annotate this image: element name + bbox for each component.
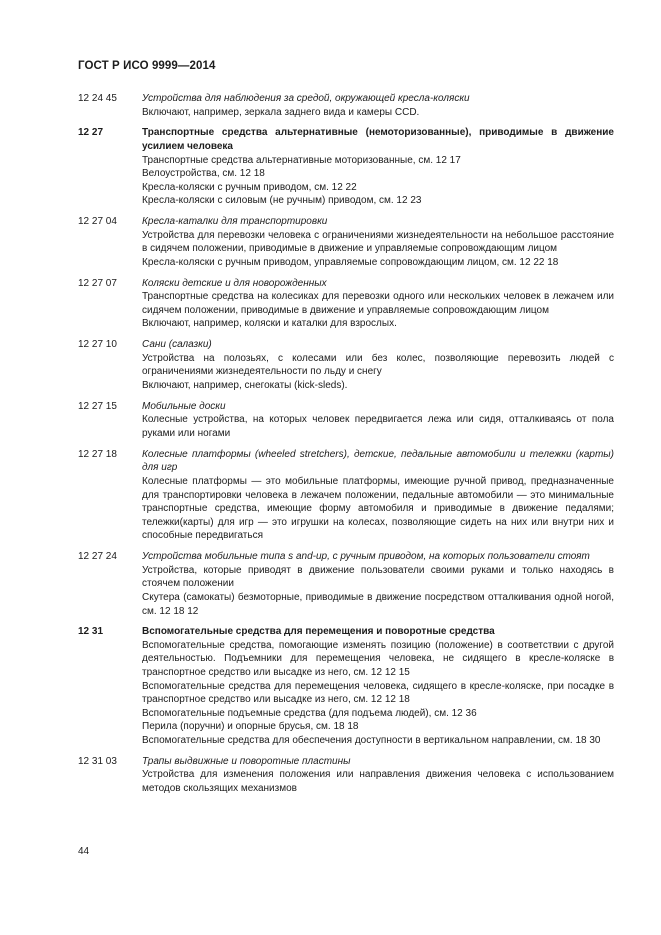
entry-text: Устройства для изменения положения или направления движения человека с использованием методов скользящих механизмов — [142, 769, 614, 794]
entry-12-31-03 — [78, 755, 614, 796]
entry-12-27-24 — [78, 550, 614, 618]
entry-code: 12 27 04 — [78, 216, 117, 228]
entry-title: Кресла-каталки для транспортировки — [142, 216, 328, 228]
entry-text: Устройства для перевозки человека с ограничениями жизнедеятельности на небольшое расстояние в сидячем положении, приводимые в движение и управляемые сопровождающим лицом — [142, 229, 614, 255]
entry-title: Устройства для наблюдения за средой, окружающей кресла-коляски — [142, 93, 470, 104]
entry-12-31 — [78, 625, 614, 747]
entry-code: 12 31 03 — [78, 755, 117, 767]
entry-text: Включают, например, снегокаты (kick-sleds). — [142, 380, 348, 392]
entry-code: 12 27 10 — [78, 339, 117, 351]
entry-text: Вспомогательные средства, помогающие изменять позицию (положение) в соответствии с другой деятельностью. Подъемники для перемещения человека, не сидящего в кресле-коляске в транспортное средство или высадке из него, см. 12 12 15 — [142, 639, 614, 679]
entry-text: Вспомогательные подъемные средства (для подъема людей), см. 12 36 — [142, 707, 477, 719]
page-number: 44 — [78, 846, 90, 857]
entry-code: 12 27 24 — [78, 551, 117, 563]
entry-text: Велоустройства, см. 12 18 — [142, 168, 265, 180]
entry-text: Включают, например, коляски и каталки для взрослых. — [142, 318, 397, 330]
entry-text: Колесные платформы — это мобильные платформы, имеющие ручной привод, предназначенные для транспортировки человека в лежачем положении, педальные автомобили — это минимальные транспортные средства, имеющие форму автомобиля и приводимые в движение педалями; тележки(карты) для игр — это игрушки на колесах, позволяющие сидеть на них или внутри них и способные передвигаться — [142, 475, 614, 542]
document-header: ГОСТ Р ИСО 9999—2014 — [78, 60, 216, 72]
entry-text: Кресла-коляски с ручным приводом, см. 12 22 — [142, 181, 357, 193]
entry-text: Устройства, которые приводят в движение пользователи своими руками и только находясь в стоячем положении — [142, 564, 614, 590]
entry-text: Транспортные средства на колесиках для перевозки одного или нескольких человек в лежачем или сидячем положении, приводимые в движение и управляемые сопровождающим лицом — [142, 291, 614, 316]
entry-title: Транспортные средства альтернативные (немоторизованные), приводимые в движение усилием человека — [142, 127, 614, 152]
entry-text: Перила (поручни) и опорные брусья, см. 18 18 — [142, 721, 359, 733]
entry-code: 12 27 07 — [78, 277, 117, 289]
entry-title: Вспомогательные средства для перемещения и поворотные средства — [142, 626, 495, 638]
entry-code: 12 27 18 — [78, 448, 117, 460]
entry-12-27 — [78, 126, 614, 208]
entry-text: Включают, например, зеркала заднего вида и камеры CCD. — [142, 106, 420, 118]
entry-12-27-15 — [78, 400, 614, 441]
entry-title: Колесные платформы (wheeled stretchers), детские, педальные автомобили и тележки (карты) для игр — [142, 448, 614, 474]
classification-entries — [78, 92, 614, 803]
entry-code: 12 31 — [78, 626, 104, 638]
entry-text: Вспомогательные средства для перемещения человека, сидящего в кресле-коляске, при посадке в транспортное средство или высадке из него, см. 12 12 18 — [142, 680, 614, 706]
entry-text: Колесные устройства, на которых человек передвигается лежа или сидя, отталкиваясь от пола руками или ногами — [142, 414, 614, 439]
entry-text: Кресла-коляски с ручным приводом, управляемые сопровождающим лицом, см. 12 22 18 — [142, 256, 559, 268]
entry-12-27-10 — [78, 338, 614, 392]
entry-title: Коляски детские и для новорожденных — [142, 277, 327, 289]
entry-text: Транспортные средства альтернативные моторизованные, см. 12 17 — [142, 154, 461, 166]
entry-title: Мобильные доски — [142, 400, 226, 412]
entry-title: Трапы выдвижные и поворотные пластины — [142, 755, 351, 767]
entry-code: 12 27 15 — [78, 400, 117, 412]
entry-text: Устройства на полозьях, с колесами или без колес, позволяющие перевозить людей с ограничениями жизнедеятельности по льду и снегу — [142, 352, 614, 378]
entry-12-27-04 — [78, 215, 614, 269]
entry-text: Вспомогательные средства для обеспечения доступности в вертикальном направлении, см. 18 30 — [142, 735, 601, 747]
entry-title: Устройства мобильные типа s and-up, с ручным приводом, на которых пользователи стоят — [142, 551, 590, 563]
entry-code: 12 27 — [78, 127, 104, 139]
entry-12-27-18 — [78, 448, 614, 543]
entry-12-27-07 — [78, 277, 614, 331]
entry-code: 12 24 45 — [78, 93, 117, 104]
entry-text: Скутера (самокаты) безмоторные, приводимые в движение посредством отталкивания одной ногой, см. 12 18 12 — [142, 591, 614, 617]
entry-title: Сани (салазки) — [142, 339, 212, 351]
entry-text: Кресла-коляски с силовым (не ручным) приводом, см. 12 23 — [142, 195, 422, 207]
entry-12-24-45 — [78, 92, 614, 119]
